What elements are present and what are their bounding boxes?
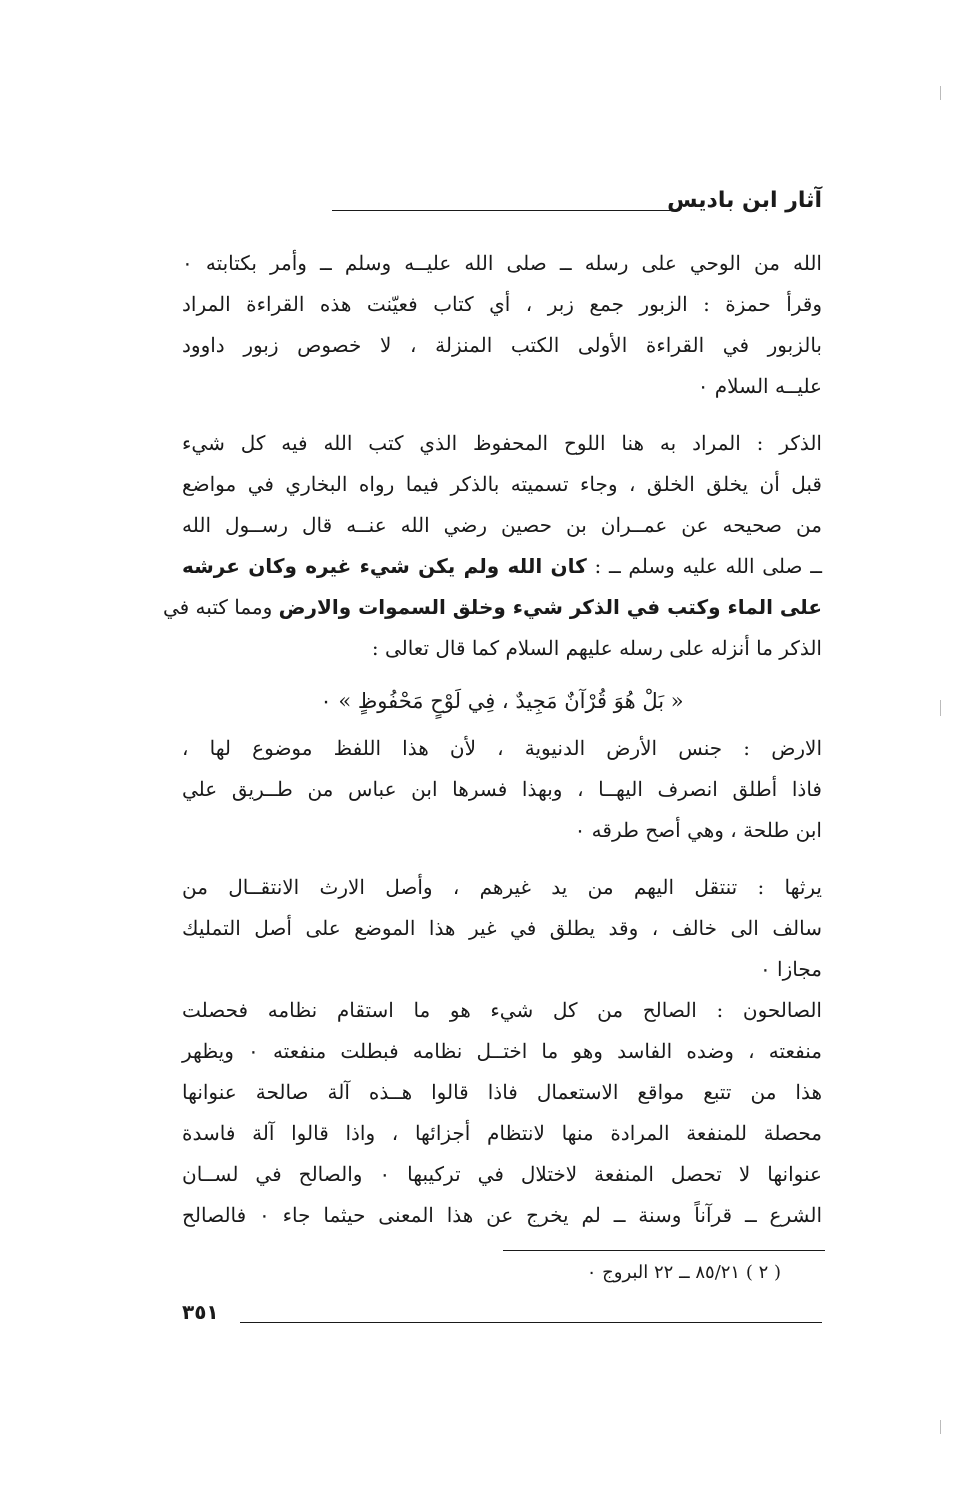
footer-rule	[240, 1322, 822, 1323]
text-plain: ــ صلى الله عليه وسلم ــ :	[594, 554, 822, 578]
text-line: فاذا أطلق انصرف اليهــا ، وبهذا فسرها ابن عباس من طــريق علي	[182, 777, 822, 801]
paragraph-salihun	[182, 990, 822, 1236]
running-header	[182, 188, 822, 228]
text-line: عليــه السلام ٠	[697, 374, 822, 398]
text-line: من صحيحه عن عمــران بن حصين رضي الله عنــه قال رســول الله	[182, 513, 822, 537]
header-rule	[332, 210, 670, 211]
text-line: عنوانها لا تحصل المنفعة لاختلال في تركيبها ٠ والصالح في لســان	[182, 1162, 822, 1186]
text-line: الذكر ما أنزله على رسله عليهم السلام كما قال تعالى :	[371, 636, 822, 660]
paragraph-ard	[182, 728, 822, 851]
text-line: هذا من تتبع مواقع الاستعمال فاذا قالوا هــذه آلة صالحة عنوانها	[182, 1080, 822, 1104]
main-text	[162, 243, 823, 1236]
text-line: الارض : جنس الأرض الدنيوية ، لأن هذا اللفظ موضوع لها ،	[182, 736, 822, 760]
page-number: ٣٥١	[182, 1300, 219, 1324]
running-header-title: آثار ابن باديس	[667, 188, 822, 213]
text-line: وقرأ حمزة : الزبور جمع زبر ، أي كتاب فعيّنت هذه القراءة المراد	[182, 292, 822, 316]
text-line: قبل أن يخلق الخلق ، وجاء تسميته بالذكر فيما رواه البخاري في مواضع	[182, 472, 822, 496]
quran-verse: « بَلْ هُوَ قُرْآنٌ مَجِيدٌ ، فِي لَوْحٍ مَحْفُوظٍ » ٠	[320, 689, 684, 713]
footnote: ( ٢ ) ٨٥/٢١ ــ ٢٢ البروج ٠	[586, 1262, 781, 1283]
hadith-text: على الماء وكتب في الذكر شيء وخلق السموات والارض	[278, 595, 822, 619]
footnote-rule	[503, 1250, 825, 1251]
text-line: محصلة للمنفعة المرادة منها لانتظام أجزائها ، واذا قالوا آلة فاسدة	[182, 1121, 822, 1145]
text-plain: ومما كتبه في	[162, 595, 273, 619]
text-line: يرثها : تنتقل اليهم من يد غيرهم ، وأصل الارث الانتقــال من	[182, 875, 822, 899]
scan-margin-mark	[940, 700, 941, 716]
text-line: بالزبور في القراءة الأولى الكتب المنزلة ، لا خصوص زبور داوود	[182, 333, 822, 357]
paragraph-yarithuha	[182, 867, 822, 990]
text-line: مجازا ٠	[759, 957, 822, 981]
scan-margin-mark	[940, 1420, 941, 1434]
text-line: سالف الى خالف ، وقد يطلق في غير هذا الموضع على أصل التمليك	[182, 916, 822, 940]
text-line: الله من الوحي على رسله ــ صلى الله عليــه وسلم ــ وأمر بكتابته ٠	[182, 251, 822, 275]
scan-margin-mark	[940, 86, 941, 100]
text-line	[182, 546, 822, 587]
paragraph-wahy	[182, 243, 822, 407]
page-footer	[182, 1300, 822, 1336]
text-line	[162, 587, 822, 628]
text-line: ابن طلحة ، وهي أصح طرقه ٠	[574, 818, 822, 842]
text-line: منفعته ، وضده الفاسد وهو ما اختــل نظامه فبطلت منفعته ٠ ويظهر	[182, 1039, 822, 1063]
text-line: الذكر : المراد به هنا اللوح المحفوظ الذي كتب الله فيه كل شيء	[182, 431, 822, 455]
text-line: الشرع ــ قرآناً وسنة ــ لم يخرج عن هذا المعنى حيثما جاء ٠ فالصالح	[182, 1203, 823, 1227]
paragraph-dhikr	[162, 423, 822, 669]
hadith-text: كان الله ولم يكن شيء غيره وكان عرشه	[182, 554, 587, 578]
text-line: الصالحون : الصالح من كل شيء هو ما استقام نظامه فحصلت	[182, 998, 822, 1022]
